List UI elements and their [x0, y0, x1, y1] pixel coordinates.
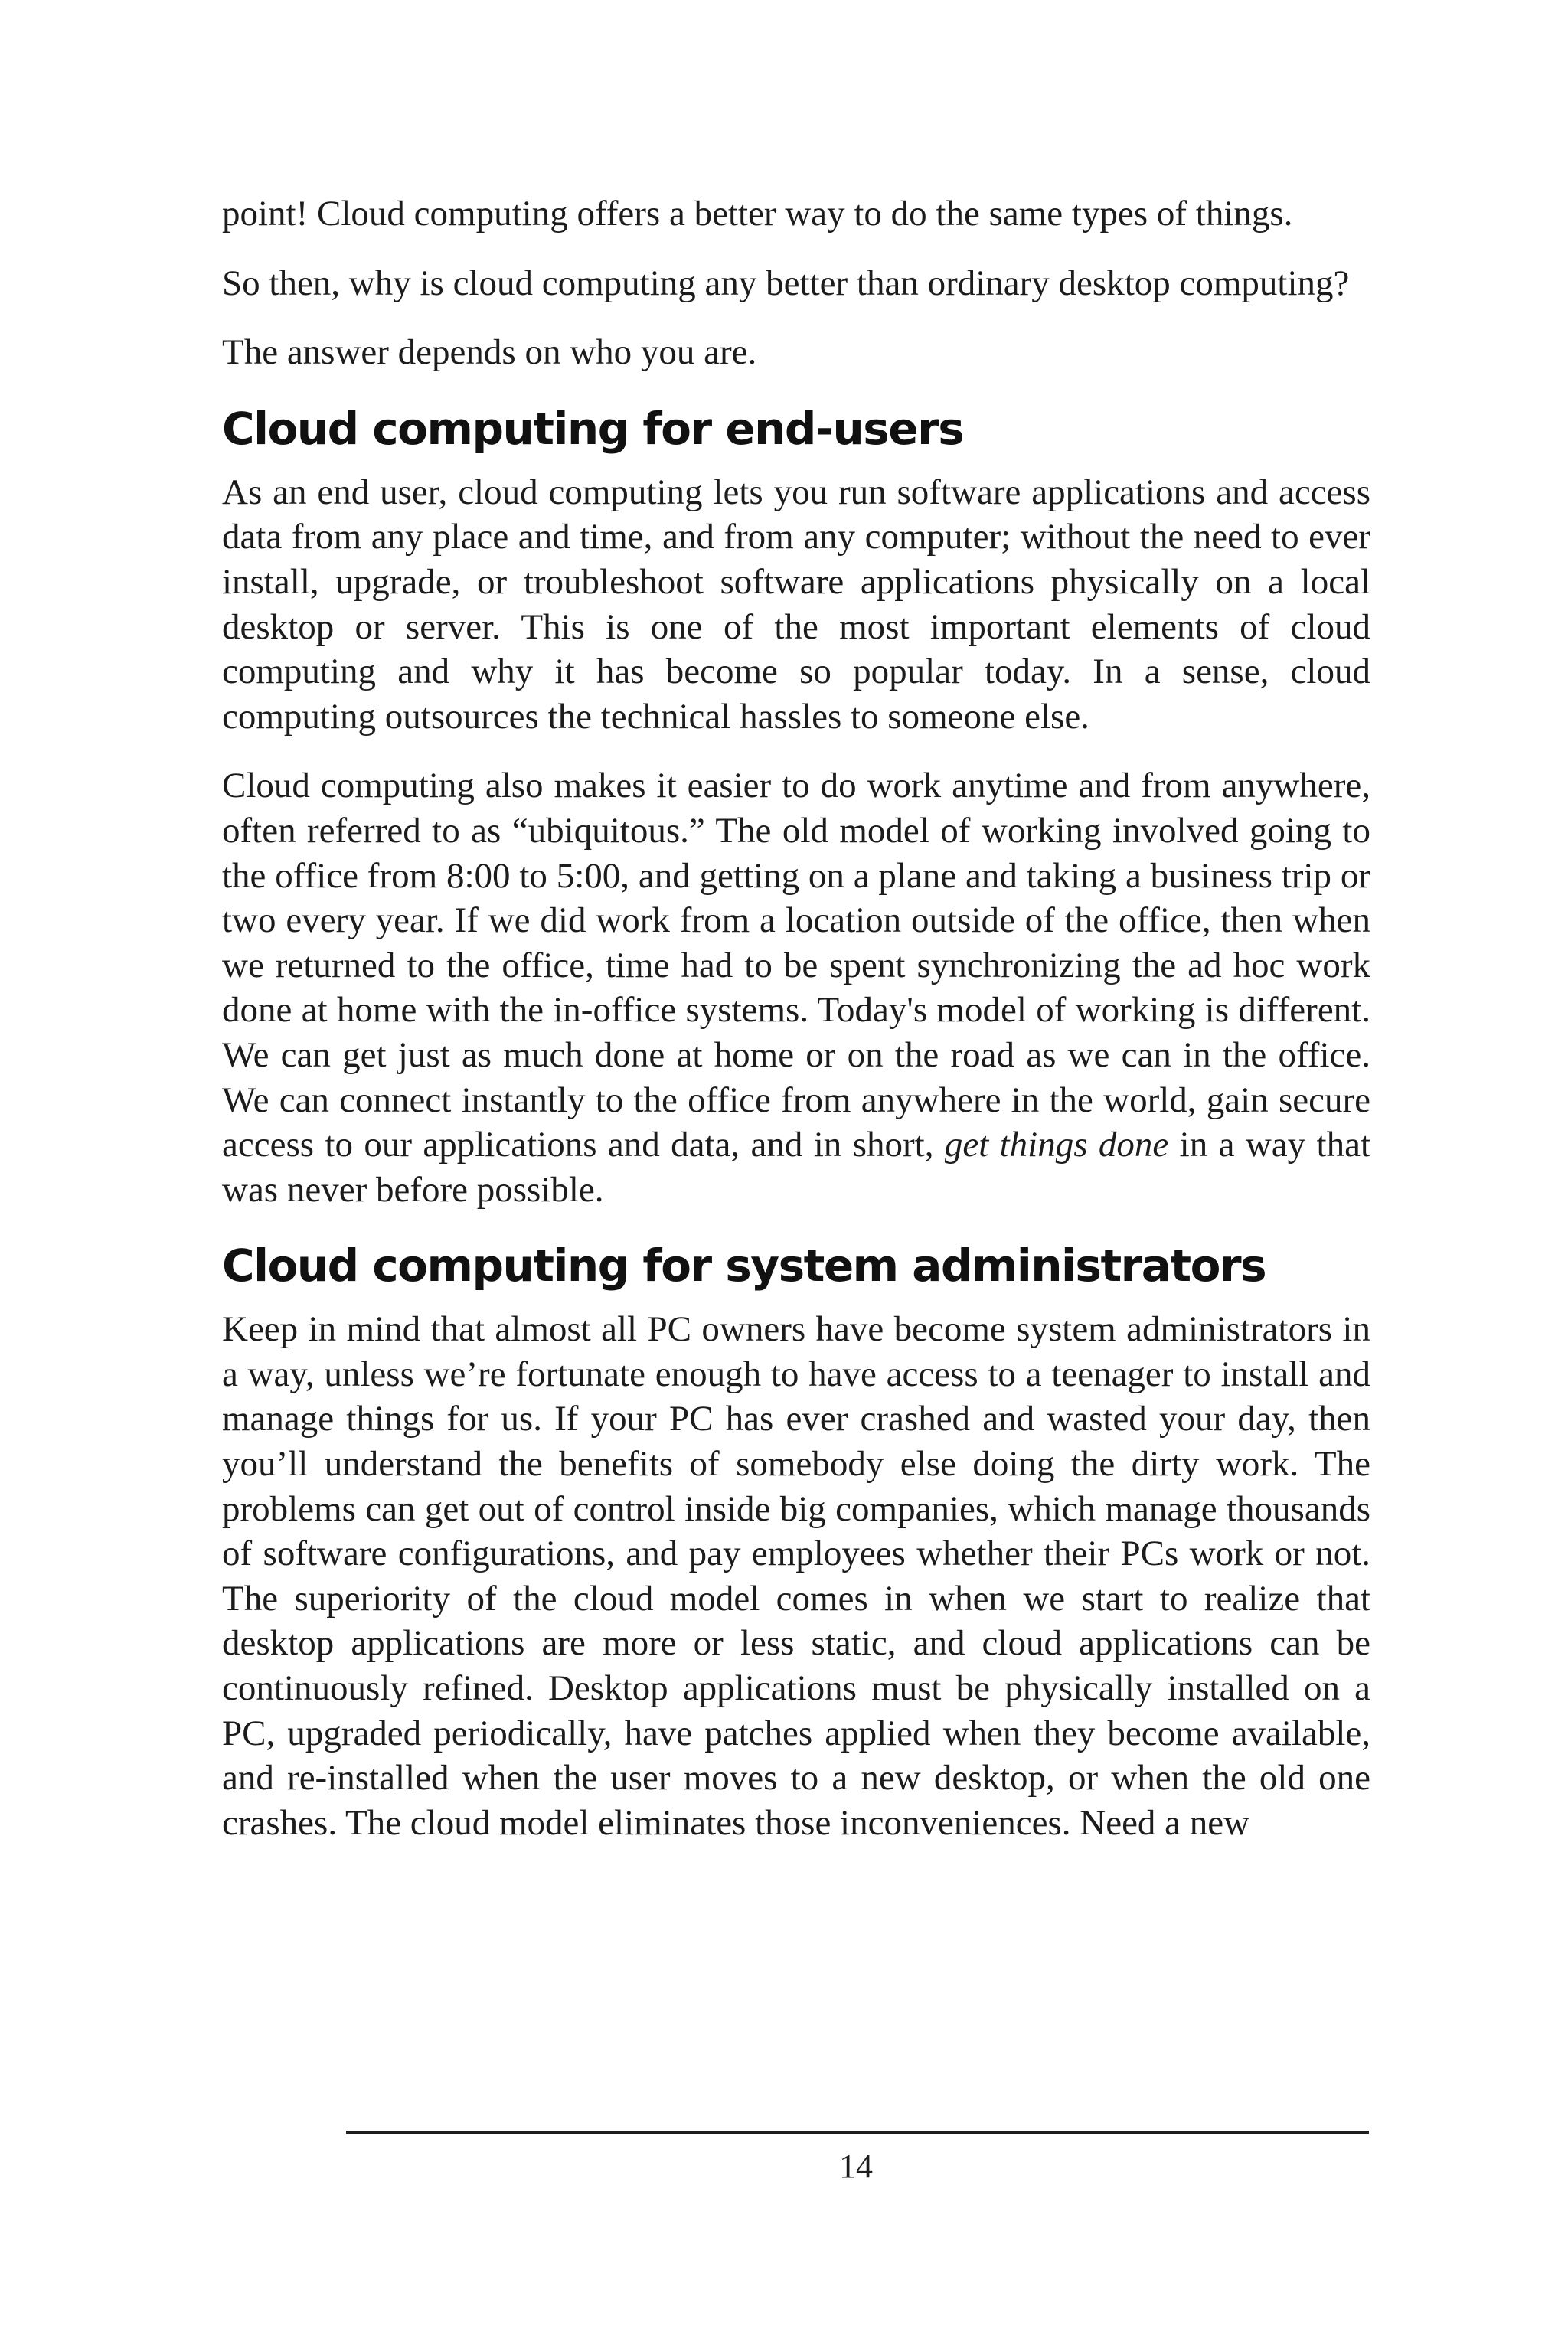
end-users-paragraph-2-tail: in a way that was never before possible. — [222, 1125, 1371, 1210]
sysadmins-paragraph-1: Keep in mind that almost all PC owners have become system administrators in a way, unless we’re fortunate enough to have access to a teenager to install and manage things for us. If your PC has ever crashed and wasted your day, then you’ll understand the benefits of somebody else doing the dirty work. The problems can get out of control inside big companies, which manage thousands of software configurations, and pay employees whether their PCs work or not. The superiority of the cloud model comes in when we start to realize that desktop applications are more or less static, and cloud applications can be continuously refined. Desktop applications must be physically installed on a PC, upgraded periodically, have patches applied when they become available, and re-installed when the user moves to a new desktop, or when the old one crashes. The cloud model eliminates those inconveniences. Need a new — [222, 1309, 1370, 1843]
end-users-paragraph-1: As an end user, cloud computing lets you run software applications and access data from any place and time, and from any computer; without the need to ever install, upgrade, or troubleshoot software applications physically on a local desktop or server. This is one of the most important elements of cloud computing and why it has become so popular today. In a sense, cloud computing outsources the technical hassles to someone else. — [222, 472, 1370, 737]
intro-paragraph-1: point! Cloud computing offers a better way to do the same types of things. — [222, 194, 1293, 234]
intro-paragraph-3: The answer depends on who you are. — [222, 332, 757, 373]
heading-end-users: Cloud computing for end-users — [222, 402, 964, 455]
emphasis-get-things-done: get things done — [944, 1125, 1169, 1165]
page-number: 14 — [839, 2148, 873, 2185]
end-users-paragraph-2-text: Cloud computing also makes it easier to do work anytime and from anywhere, often referred to as “ubiquitous.” The old model of working involved going to the office from 8:00 to 5:00, and getting on a plane and taking a business trip or two every year. If we did work from a location outside of the office, then when we returned to the office, time had to be spent synchronizing the ad hoc work done at home with the in-office systems. Today's model of working is different. We can get just as much done at home or on the road as we can in the office. We can connect instantly to the office from anywhere in the world, gain secure access to our applications and data, and in short, — [222, 766, 1370, 1165]
intro-paragraph-2: So then, why is cloud computing any better than ordinary desktop computing? — [222, 263, 1350, 303]
page-body — [222, 191, 1370, 1870]
footer-rule — [346, 2131, 1369, 2134]
heading-system-administrators: Cloud computing for system administrators — [222, 1240, 1266, 1292]
end-users-paragraph-2 — [222, 763, 1370, 1212]
